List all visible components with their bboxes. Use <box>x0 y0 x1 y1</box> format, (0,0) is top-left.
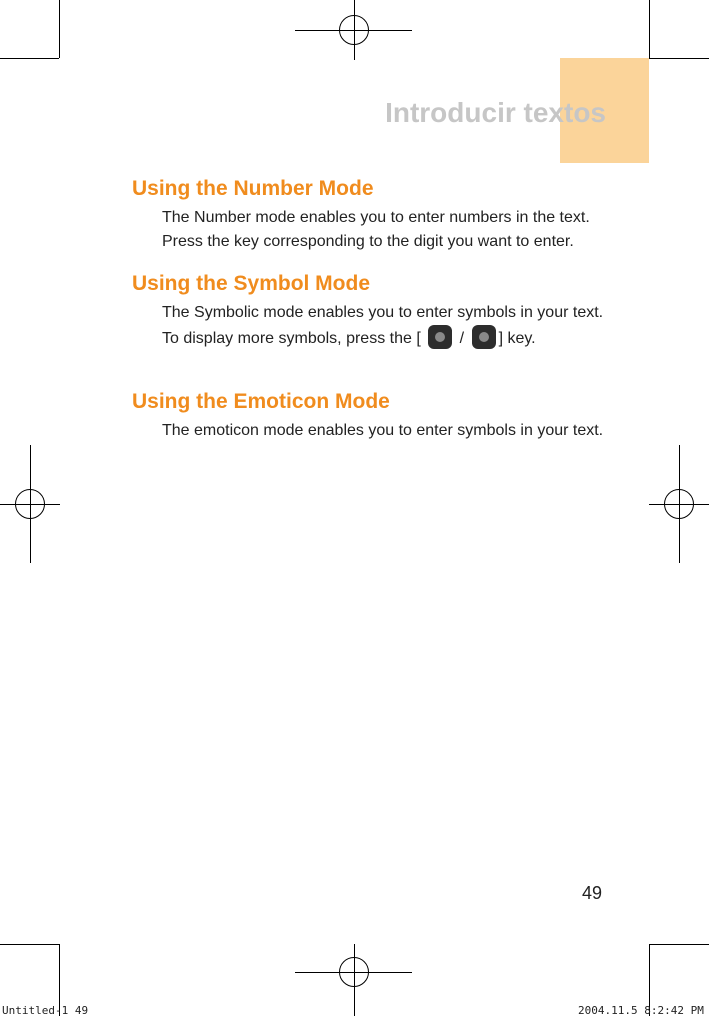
key-instruction-prefix: To display more symbols, press the [ <box>162 330 421 347</box>
section-body <box>162 206 612 254</box>
section-body <box>162 301 612 351</box>
print-slug-file: Untitled-1 49 <box>2 1004 89 1017</box>
key-separator: / <box>459 330 465 347</box>
nav-down-key-icon <box>472 325 496 349</box>
body-line: The Number mode enables you to enter numbers in the text. <box>162 209 590 226</box>
section-number-mode <box>132 176 612 254</box>
section-heading: Using the Symbol Mode <box>132 272 371 295</box>
body-line: The emoticon mode enables you to enter symbols in your text. <box>162 422 604 439</box>
nav-up-key-icon <box>428 325 452 349</box>
section-heading: Using the Number Mode <box>132 177 374 200</box>
body-line: The Symbolic mode enables you to enter symbols in your text. <box>162 304 604 321</box>
print-slug-timestamp: 2004.11.5 8:2:42 PM <box>578 1004 704 1017</box>
section-symbol-mode <box>132 271 612 351</box>
page-number: 49 <box>582 883 603 903</box>
chapter-title: Introducir textos <box>385 97 606 128</box>
section-heading: Using the Emoticon Mode <box>132 390 390 413</box>
key-instruction-suffix: ] key. <box>498 330 536 347</box>
section-emoticon-mode <box>132 389 612 443</box>
key-instruction <box>162 325 612 351</box>
section-body <box>162 419 612 443</box>
body-line: Press the key corresponding to the digit you want to enter. <box>162 233 574 250</box>
